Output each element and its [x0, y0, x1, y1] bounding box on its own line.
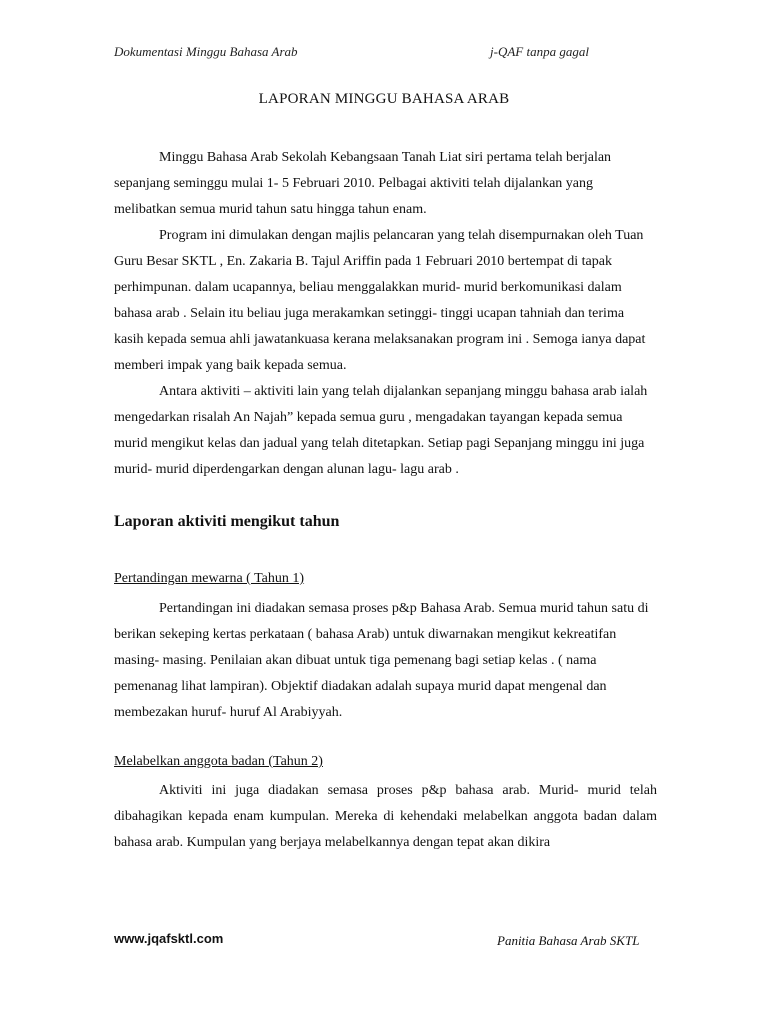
header-right: j-QAF tanpa gagal — [490, 44, 589, 59]
document-title: LAPORAN MINGGU BAHASA ARAB — [258, 91, 510, 107]
activity1-title: Pertandingan mewarna ( Tahun 1) — [114, 571, 305, 586]
intro-section — [114, 145, 657, 483]
footer-right: Panitia Bahasa Arab SKTL — [497, 933, 640, 948]
footer-url-link[interactable]: www.jqafsktl.com — [114, 931, 224, 946]
activity1-paragraph: Pertandingan ini diadakan semasa proses p&p Bahasa Arab. Semua murid tahun satu di berikan sekeping kertas perkataan ( bahasa Arab) untuk diwarnakan mengikut kekreatifan masing- masing. Penilaian akan dibuat untuk tiga pemenang bagi setiap kelas . ( nama pemenanag lihat lampiran). Objektif diadakan adalah supaya murid dapat mengenal dan membezakan huruf- huruf Al Arabiyyah. — [114, 601, 649, 720]
intro-paragraph-1: Minggu Bahasa Arab Sekolah Kebangsaan Tanah Liat siri pertama telah berjalan sepanjang seminggu mulai 1- 5 Februari 2010. Pelbagai aktiviti telah dijalankan yang melibatkan semua murid tahun satu hingga tahun enam. — [114, 150, 612, 217]
activity2-paragraph: Aktiviti ini juga diadakan semasa proses p&p bahasa arab. Murid- murid telah dibahagikan kepada enam kumpulan. Mereka di kehendaki melabelkan anggota badan dalam bahasa arab. Kumpulan yang berjaya melabelkannya dengan tepat akan dikira — [114, 783, 657, 850]
header-left: Dokumentasi Minggu Bahasa Arab — [114, 44, 298, 59]
intro-paragraph-3: Antara aktiviti – aktiviti lain yang telah dijalankan sepanjang minggu bahasa arab ialah mengedarkan risalah An Najah” kepada semua guru , mengadakan tayangan kepada semua murid mengikut kelas dan jadual yang telah ditetapkan. Setiap pagi Sepanjang minggu ini juga murid- murid diperdengarkan dengan alunan lagu- lagu arab . — [114, 384, 648, 477]
activity2-title: Melabelkan anggota badan (Tahun 2) — [114, 754, 323, 769]
intro-paragraph-2: Program ini dimulakan dengan majlis pelancaran yang telah disempurnakan oleh Tuan Guru Besar SKTL , En. Zakaria B. Tajul Ariffin pada 1 Februari 2010 bertempat di tapak perhimpunan. dalam ucapannya, beliau menggalakkan murid- murid berkomunikasi dalam bahasa arab . Selain itu beliau juga merakamkan setinggi- tinggi ucapan tahniah dan terima kasih kepada semua ahli jawatankuasa kerana melaksanakan program ini . Semoga ianya dapat memberi impak yang baik kepada semua. — [114, 228, 646, 373]
activity1-section — [114, 596, 657, 726]
section-heading: Laporan aktiviti mengikut tahun — [114, 513, 340, 530]
activity2-section — [114, 778, 657, 856]
